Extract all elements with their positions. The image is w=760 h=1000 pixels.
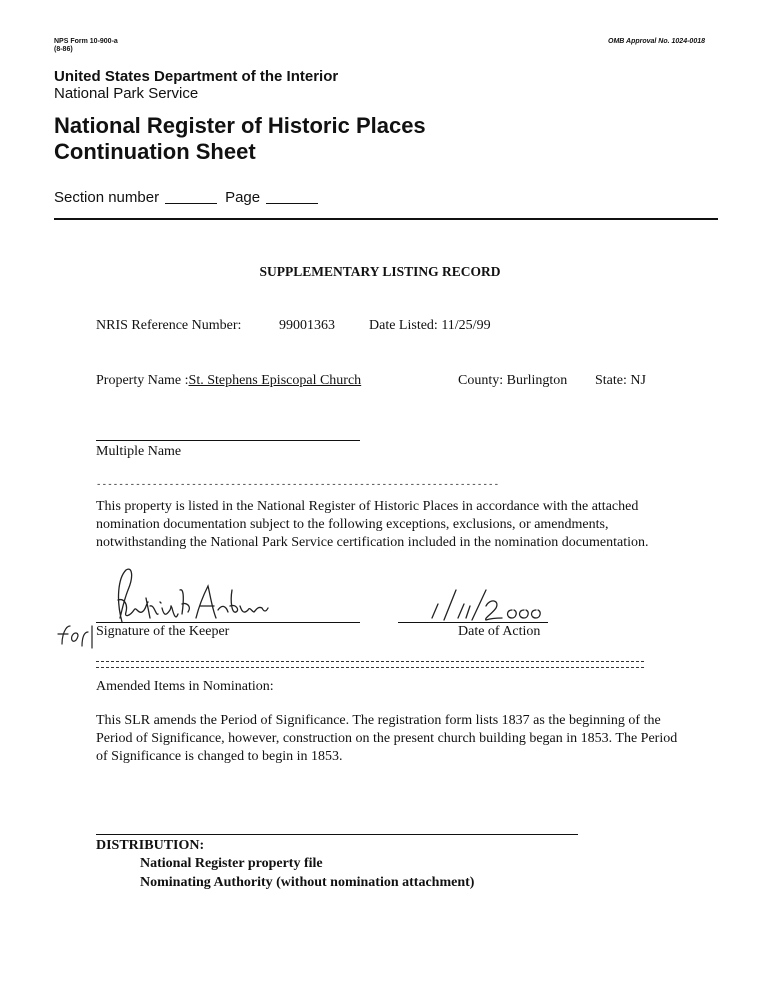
state xyxy=(595,373,646,389)
property-name-label: Property Name : xyxy=(96,373,189,388)
property-name-value: St. Stephens Episcopal Church xyxy=(188,373,362,388)
state-value: NJ xyxy=(630,373,646,388)
date-listed xyxy=(369,318,491,334)
for-handwriting xyxy=(58,626,92,648)
dashed-separator: ------------------------------------------------------------------------ xyxy=(96,480,500,490)
omb-approval: OMB Approval No. 1024-0018 xyxy=(608,38,705,45)
record-heading: SUPPLEMENTARY LISTING RECORD xyxy=(259,264,501,279)
listing-statement: This property is listed in the National Register of Historic Places in accordance with the attached nomination documentation subject to the following exceptions, exclusions, or amendments, notwithstanding the National Park Service certification included in the nomination documentation. xyxy=(96,499,649,550)
distribution-item: National Register property file xyxy=(140,856,323,871)
form-date: (8-86) xyxy=(54,46,73,53)
amendment-text: This SLR amends the Period of Significance. The registration form lists 1837 as the beginning of the Period of Significance, however, construction on the present church building began in 1853. The Period of Significance is changed to begin in 1853. xyxy=(96,713,678,764)
department-name: United States Department of the Interior xyxy=(54,68,339,85)
page-label: Page xyxy=(225,189,261,206)
distribution-item: Nominating Authority (without nomination attachment) xyxy=(140,875,475,890)
signature-label: Signature of the Keeper xyxy=(96,624,230,639)
section-number-label: Section number xyxy=(54,189,160,206)
distribution-heading: DISTRIBUTION: xyxy=(96,838,205,853)
multiple-name-label: Multiple Name xyxy=(96,444,182,459)
form-title-line1: National Register of Historic Places xyxy=(54,113,426,138)
form-number: NPS Form 10-900-a xyxy=(54,38,118,45)
nris-label: NRIS Reference Number: xyxy=(96,318,242,333)
date-listed-value: 11/25/99 xyxy=(441,318,491,333)
county xyxy=(458,373,567,389)
distribution-rule xyxy=(96,834,578,835)
county-value: Burlington xyxy=(506,373,568,388)
header-divider xyxy=(54,218,718,220)
keeper-signature-handwriting xyxy=(118,569,268,622)
state-label: State: xyxy=(595,373,627,388)
section-page-line xyxy=(54,189,326,206)
date-of-action-handwriting xyxy=(432,590,540,620)
section-number-blank xyxy=(165,203,217,204)
handwriting-layer xyxy=(0,560,760,660)
date-listed-label: Date Listed: xyxy=(369,318,438,333)
page-number-blank xyxy=(266,203,318,204)
form-title-line2: Continuation Sheet xyxy=(54,139,256,164)
multiple-name-blank xyxy=(96,440,360,441)
double-dashed-separator xyxy=(96,661,644,668)
property-name xyxy=(96,373,361,389)
amended-items-label: Amended Items in Nomination: xyxy=(96,679,274,694)
date-of-action-label: Date of Action xyxy=(458,624,541,639)
date-of-action-line xyxy=(398,622,548,623)
signature-line xyxy=(96,622,360,623)
nris-value: 99001363 xyxy=(279,318,335,333)
county-label: County: xyxy=(458,373,504,388)
agency-name: National Park Service xyxy=(54,85,199,102)
